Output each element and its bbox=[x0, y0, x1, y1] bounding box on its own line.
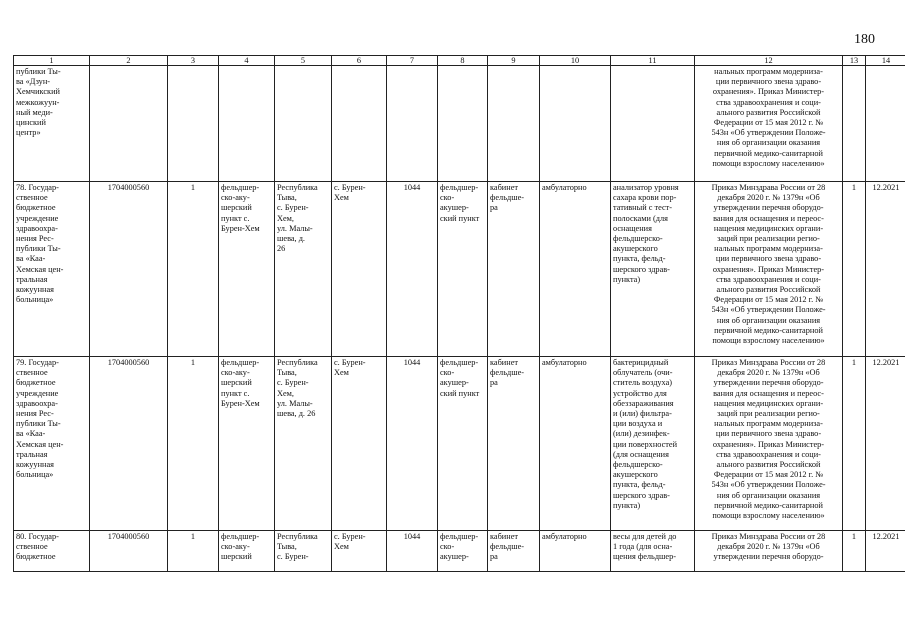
table-cell bbox=[219, 66, 275, 182]
table-cell: публики Ты- ва «Дзун- Хемчикский межкожуун- ный меди- цинский центр» bbox=[14, 66, 90, 182]
table-cell: Республика Тыва, с. Бурен- Хем, ул. Малы- шева, д. 26 bbox=[275, 182, 332, 357]
table-cell: 12.2021 bbox=[866, 182, 905, 357]
column-header: 7 bbox=[387, 56, 438, 66]
table-cell: 12.2021 bbox=[866, 531, 905, 572]
table-cell: 1 bbox=[168, 357, 219, 531]
table-row bbox=[14, 66, 905, 182]
table-row bbox=[14, 531, 905, 572]
table-cell: фельдшер- ско-аку- шерский пункт с. Бурен-Хем bbox=[219, 182, 275, 357]
table-cell: 1044 bbox=[387, 357, 438, 531]
table-cell bbox=[488, 66, 540, 182]
table-cell: с. Бурен- Хем bbox=[332, 182, 387, 357]
table-cell: фельдшер- ско-аку- шерский bbox=[219, 531, 275, 572]
table-cell: 79. Государ- ственное бюджетное учреждение здравоохра- нения Рес- публики Ты- ва «Каа- Хемская цен- тральная кожуунная больница» bbox=[14, 357, 90, 531]
column-header: 3 bbox=[168, 56, 219, 66]
table-cell: 1 bbox=[168, 182, 219, 357]
table-cell bbox=[332, 66, 387, 182]
table-cell: нальных программ модерниза- ции первичного звена здраво- охранения». Приказ Министер- ства здравоохранения и соци- ального развития Российской Федерации от 15 мая 2012 г. № 543н «Об утверждении Положе- ния об организации оказания первичной медико-санитарной помощи взрослому населению» bbox=[695, 66, 843, 182]
column-header: 14 bbox=[866, 56, 905, 66]
table-cell: фельдшер- ско- акушер- ский пункт bbox=[438, 357, 488, 531]
table-cell bbox=[843, 66, 866, 182]
table-cell bbox=[540, 66, 611, 182]
column-header: 11 bbox=[611, 56, 695, 66]
column-header: 2 bbox=[90, 56, 168, 66]
table-row bbox=[14, 182, 905, 357]
table-cell: фельдшер- ско- акушер- bbox=[438, 531, 488, 572]
table-cell: 80. Государ- ственное бюджетное bbox=[14, 531, 90, 572]
column-header: 4 bbox=[219, 56, 275, 66]
table-cell bbox=[168, 66, 219, 182]
table-cell: амбулаторно bbox=[540, 357, 611, 531]
table-cell: 12.2021 bbox=[866, 357, 905, 531]
table-row bbox=[14, 357, 905, 531]
table-cell: с. Бурен- Хем bbox=[332, 531, 387, 572]
table-cell bbox=[438, 66, 488, 182]
table-cell: кабинет фельдше- ра bbox=[488, 357, 540, 531]
table-cell: 1044 bbox=[387, 182, 438, 357]
table-cell: фельдшер- ско-аку- шерский пункт с. Бурен-Хем bbox=[219, 357, 275, 531]
table-cell: фельдшер- ско- акушер- ский пункт bbox=[438, 182, 488, 357]
table-cell: амбулаторно bbox=[540, 182, 611, 357]
table-cell: 1044 bbox=[387, 531, 438, 572]
column-header: 1 bbox=[14, 56, 90, 66]
table-cell bbox=[611, 66, 695, 182]
table-cell: анализатор уровня сахара крови пор- тативный с тест- полосками (для оснащения фельдшерско- акушерского пункта, фельд- шерского здрав- пункта) bbox=[611, 182, 695, 357]
table-cell: 1 bbox=[168, 531, 219, 572]
table-cell: 1 bbox=[843, 357, 866, 531]
table-cell bbox=[866, 66, 905, 182]
table-cell: амбулаторно bbox=[540, 531, 611, 572]
table-cell: кабинет фельдше- ра bbox=[488, 182, 540, 357]
table-cell bbox=[387, 66, 438, 182]
table-cell bbox=[90, 66, 168, 182]
header-row bbox=[14, 56, 905, 66]
table-cell: Республика Тыва, с. Бурен- Хем, ул. Малы- шева, д. 26 bbox=[275, 357, 332, 531]
column-header: 5 bbox=[275, 56, 332, 66]
page-number: 180 bbox=[854, 32, 875, 47]
table-cell: с. Бурен- Хем bbox=[332, 357, 387, 531]
table-cell bbox=[275, 66, 332, 182]
column-header: 6 bbox=[332, 56, 387, 66]
column-header: 13 bbox=[843, 56, 866, 66]
table-cell: Приказ Минздрава России от 28 декабря 2020 г. № 1379н «Об утверждении перечня оборудо- вания для оснащения и переос- нащения медицинских органи- заций при реализации регио- нальных программ модерниза- ции первичного звена здраво- охранения». Приказ Министер- ства здравоохранения и соци- ального развития Российской Федерации от 15 мая 2012 г. № 543н «Об утверждении Положе- ния об организации оказания первичной медико-санитарной помощи взрослому населению» bbox=[695, 182, 843, 357]
table-cell: весы для детей до 1 года (для осна- щения фельдшер- bbox=[611, 531, 695, 572]
table-cell: бактерицидный облучатель (очи- ститель воздуха) устройство для обеззараживания и (или) фильтра- ции воздуха и (или) дезинфек- ции поверхностей (для оснащения фельдшерско- акушерского пункта, фельд- шерского здрав- пункта) bbox=[611, 357, 695, 531]
table-cell: 78. Государ- ственное бюджетное учреждение здравоохра- нения Рес- публики Ты- ва «Каа- Хемская цен- тральная кожуунная больница» bbox=[14, 182, 90, 357]
column-header: 9 bbox=[488, 56, 540, 66]
table-cell: 1704000560 bbox=[90, 182, 168, 357]
table-cell: Приказ Минздрава России от 28 декабря 2020 г. № 1379н «Об утверждении перечня оборудо- bbox=[695, 531, 843, 572]
column-header: 10 bbox=[540, 56, 611, 66]
equipment-table bbox=[13, 55, 905, 572]
table-cell: Приказ Минздрава России от 28 декабря 2020 г. № 1379н «Об утверждении перечня оборудо- вания для оснащения и переос- нащения медицинских органи- заций при реализации регио- нальных программ модерниза- ции первичного звена здраво- охранения». Приказ Министер- ства здравоохранения и соци- ального развития Российской Федерации от 15 мая 2012 г. № 543н «Об утверждении Положе- ния об организации оказания первичной медико-санитарной помощи взрослому населению» bbox=[695, 357, 843, 531]
table-cell: 1704000560 bbox=[90, 531, 168, 572]
table-cell: 1 bbox=[843, 182, 866, 357]
column-header: 12 bbox=[695, 56, 843, 66]
table-cell: кабинет фельдше- ра bbox=[488, 531, 540, 572]
table-cell: Республика Тыва, с. Бурен- bbox=[275, 531, 332, 572]
column-header: 8 bbox=[438, 56, 488, 66]
table-cell: 1 bbox=[843, 531, 866, 572]
table-cell: 1704000560 bbox=[90, 357, 168, 531]
